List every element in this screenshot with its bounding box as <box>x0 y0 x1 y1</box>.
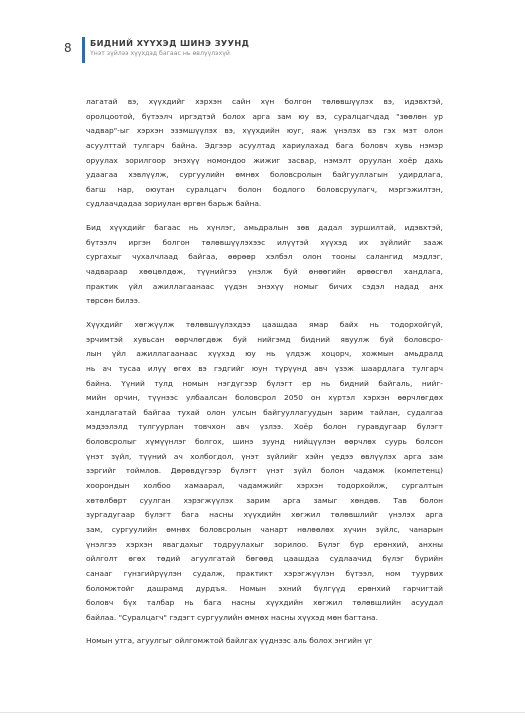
text-line: судлаачдадаа зориулан өргөн барьж байна. <box>86 199 262 209</box>
text-line: хоорондын холбоо хамаарал, чадамжийг хэрхэн тодорхойлж, сургалтын <box>86 481 443 491</box>
text-line: боловсролыг хүмүүнлэг болгох, шинэ зуунд нийцүүлэн өөрчлөх суурь болсон <box>86 437 443 447</box>
book-title: БИДНИЙ ХҮҮХЭД ШИНЭ ЗУУНД <box>90 38 250 48</box>
text-line: зэргийг тоймлов. Дөрөвдүгээр бүлэгт үнэт зүйл болон чадамж (компетенц) <box>86 466 443 476</box>
header-accent-bar <box>82 37 85 63</box>
text-line: багш нар, оюутан суралцагч болон бодлого боловсруулагч, мэргэжилтэн, <box>86 184 443 194</box>
page-number: 8 <box>64 41 72 55</box>
text-line: чадвараар хөөцөлдөж, түүнийгээ үнэлж буй өнөөгийн өрөөсгөл хандлага, <box>86 267 443 277</box>
book-subtitle: Үнэт зүйлээ хүүхдэд багаас нь өвлүүлэхүй <box>90 50 230 57</box>
footer-divider <box>0 712 525 713</box>
paragraph <box>86 95 443 212</box>
text-line: санааг гүнзгийрүүлэн судалж, практикт хэрэгжүүлэн бүтээл, ном туурвих <box>86 568 443 578</box>
text-line: оролцоотой, бүтээлч иргэдтэй болох арга зам юу вэ, суралцагчдад "зөөлөн ур <box>86 111 443 121</box>
text-line: сургахыг чухалчлаад байгаа, өөрөөр хэлбэл олон тооны салангид мэдлэг, <box>86 252 443 262</box>
text-line: Бид хүүхдийг багаас нь хүнлэг, амьдралын зөв дадал зуршилтай, идэвхтэй, <box>86 223 443 233</box>
text-line: Хүүхдийг хөгжүүлж төлөвшүүлэхдээ цаашдаа ямар байх нь тодорхойгүй, <box>86 319 443 329</box>
text-line: мэдээлэлд тулгуурлан товчхон авч үзлээ. Хоёр болон гуравдугаар бүлэгт <box>86 422 443 432</box>
text-line: эрчимтэй хувьсан өөрчлөгдөж буй нийгэмд бидний явуулж буй боловсро- <box>86 334 443 344</box>
text-line: практик үйл ажиллагаанаас үүдэн энэхүү номыг бичих сэдэл надад анх <box>86 281 443 291</box>
text-line: боловч бүх талбар нь бага насны хүүхдийн хөгжил төлөвшлийн асуудал <box>86 598 443 608</box>
paragraph <box>86 221 443 309</box>
text-line: оруулах зорилгоор энэхүү номондоо жижиг засвар, нэмэлт оруулан хоёр дахь <box>86 155 443 165</box>
text-line: хандлагатай байгаа тухай олон улсын байгууллагуудын зарим тайлан, судалгаа <box>86 407 443 417</box>
text-line: мийн орчин, түүнээс улбаалсан боловсрол 2050 он хүртэл хэрхэн өөрчлөгдөх <box>86 393 443 403</box>
text-line: хөтөлбөрт суулган хэрэгжүүлэх зарим арга замыг хөндөв. Тав болон <box>86 495 443 505</box>
body-text <box>86 95 443 658</box>
text-line: боломжтойг дашрамд дурдъя. Номын эхний бүлгүүд ерөнхий гарчигтай <box>86 583 443 593</box>
text-line: асуулттай тулгарч байна. Эдгээр асуултад хариулахад бага боловч хувь нэмэр <box>86 140 443 150</box>
text-line: үнэлгээ хэрхэн явагдахыг тодруулахыг зорилоо. Бүлэг бүр ерөнхий, анхны <box>86 539 443 549</box>
text-line: лын үйл ажиллагаанаас хүүхэд юу нь үлдэж хоцорч, хожмын амьдралд <box>86 349 443 359</box>
text-line: чадвар"-ыг хэрхэн эзэмшүүлэх вэ, хүүхдийн юуг, яаж үнэлэх вэ гэх мэт олон <box>86 126 443 136</box>
paragraph <box>86 634 443 649</box>
text-line: бүтээлч иргэн болгон төлөвшүүлэхээс илүүтэй хүүхэд их зүйлийг зааж <box>86 237 443 247</box>
paragraph <box>86 318 443 625</box>
text-line: нь ач тусаа илүү өгөх вэ гэдгийг юун түрүүнд авч үзэж шаардлага тулгарч <box>86 363 443 373</box>
text-line: удаагаа хэвлүүлж, сургуулийн өмнөх боловсролын байгууллагын удирдлага, <box>86 170 443 180</box>
text-line: зам, сургуулийн өмнөх боловсролын чанарт нөлөөлөх хүчин зүйлс, чанарын <box>86 524 443 534</box>
running-header <box>64 37 364 63</box>
text-line: зургадугаар бүлэгт бага насны хүүхдийн хөгжил төлөвшлийг үнэлэх арга <box>86 510 443 520</box>
text-line: Номын утга, агуулгыг ойлгомжтой байлгах үүднээс аль болох энгийн үг <box>86 636 373 646</box>
text-line: байлаа. "Суралцагч" гэдэгт сургуулийн өмнөх насны хүүхэд мөн багтана. <box>86 612 378 622</box>
text-line: ойлголт өгөх төдий агуулгатай бөгөөд цаашдаа судлаачид бүлэг бүрийн <box>86 554 443 564</box>
text-line: төрсөн билээ. <box>86 296 141 306</box>
text-line: байна. Үүний тулд номын нэгдүгээр бүлэгт ер нь бидний байгаль, нийг- <box>86 378 443 388</box>
text-line: үнэт зүйл, түүний ач холбогдол, үнэт зүйлийг хэйн үедээ өвлүүлэх арга зам <box>86 451 443 461</box>
text-line: лагатай вэ, хүүхдийг хэрхэн сайн хүн болгон төлөвшүүлэх вэ, идэвхтэй, <box>86 97 443 106</box>
